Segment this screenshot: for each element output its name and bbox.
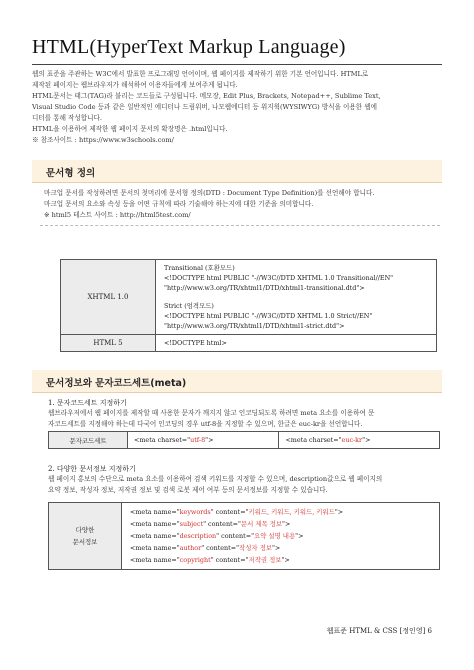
meta-row: <meta name="copyright" content="저작권 정보"> (130, 556, 290, 564)
intro-line: 웹의 표준을 주관하는 W3C에서 발표한 프로그래밍 언어이며, 웹 페이지를 제작하기 위한 기본 언어입니다. HTML로 (32, 70, 369, 78)
charset-value: euc-kr (341, 436, 363, 444)
charset-line: 웹브라우저에서 웹 페이지를 제작할 때 사용한 문자가 깨지지 않고 인코딩되도록 하려면 meta 요소를 이용하여 문 (48, 409, 375, 417)
code-line: "http://www.w3.org/TR/xhtml1/DTD/xhtml1-transitional.dtd"> (164, 284, 365, 292)
table-row (61, 260, 437, 335)
meta-content: 작성자 정보 (239, 544, 272, 552)
meta-row: <meta name="keywords" content="키워드, 키워드, 키워드, 키워드"> (130, 508, 344, 516)
section-title: 문서형 정의 (46, 168, 96, 179)
code-text: "> (205, 436, 214, 444)
subsection-title: 2. 다양한 문서정보 지정하기 (48, 465, 136, 473)
meta-name: author (179, 544, 202, 552)
meta-row: <meta name="author" content="작성자 정보"> (130, 544, 281, 552)
code-text: <meta charset=" (134, 436, 191, 444)
intro-line: Visual Studio Code 등과 같은 일반적인 에디터나 드림위버, 나모웹에디터 등 위지윅(WYSIWYG) 방식을 이용한 웹에 (32, 103, 377, 111)
subsection-title: 1. 문자코드세트 지정하기 (48, 399, 127, 407)
meta-content: 요약 설명 내용 (254, 532, 296, 540)
intro-line: HTML문서는 태그(TAG)라 불리는 코드들로 구성됩니다. 메모장, Edit Plus, Brackets, Notepad++, Sublime Text, (32, 92, 381, 100)
html5-label: HTML 5 (61, 335, 156, 352)
html5-code: <!DOCTYPE html> (156, 335, 437, 352)
meta-name: description (179, 532, 217, 540)
table-row (61, 335, 437, 352)
xhtml-code (156, 260, 437, 335)
intro-paragraph (32, 69, 381, 146)
docinfo-label (49, 503, 122, 570)
doctype-line: 마크업 문서를 작성하려면 문서의 첫머리에 문서형 정의(DTD : Document Type Definition)를 선언해야 합니다. (44, 189, 375, 197)
intro-line: HTML을 이용하여 제작한 웹 페이지 문서의 확장명은 .html입니다. (32, 125, 228, 133)
divider (40, 225, 440, 226)
meta-row: <meta name="subject" content="문서 제목 정보"> (130, 520, 291, 528)
code-line: Transitional (호환모드) (164, 264, 235, 272)
charset-label: 문자코드세트 (49, 432, 128, 449)
docinfo-code (122, 503, 440, 570)
meta-name: copyright (179, 556, 211, 564)
meta-content: 키워드, 키워드, 키워드, 키워드 (248, 508, 335, 516)
code-text: <meta charset=" (285, 436, 342, 444)
docinfo-line: 요약 정보, 작성자 정보, 저작권 정보 및 검색 로봇 제어 여부 등의 문서정보를 지정할 수 있습니다. (48, 486, 328, 494)
charset-line: 자코드세트를 지정해야 하는데 다국어 인코딩의 경우 utf-8을 지정할 수 있으며, 한글은 euc-kr을 선언합니다. (48, 420, 363, 428)
table-row (49, 432, 440, 449)
meta-content: 저작권 정보 (248, 556, 282, 564)
html5-test-link[interactable]: ※ html5 테스트 사이트 : http://html5test.com/ (44, 211, 191, 219)
doctype-table (60, 259, 437, 352)
docinfo-block (48, 464, 382, 496)
title-rule (32, 64, 442, 65)
code-text: "> (362, 436, 371, 444)
meta-row: <meta name="description" content="요약 설명 내용"> (130, 532, 304, 540)
doctype-line: 마크업 문서의 요소와 속성 등을 어떤 규칙에 따라 기술해야 하는지에 대한 기준을 의미합니다. (44, 200, 314, 208)
meta-name: keywords (179, 508, 211, 516)
reference-link[interactable]: ※ 참조사이트 : https://www.w3schools.com/ (32, 136, 174, 144)
table-row (49, 503, 440, 570)
label-line: 다양한 (75, 526, 95, 534)
meta-name: subject (179, 520, 204, 528)
intro-line: 디터를 통해 작성합니다. (32, 114, 102, 122)
charset-utf8-cell (128, 432, 279, 449)
charset-block (48, 398, 374, 430)
intro-line: 제작된 페이지는 웹브라우저가 해석하여 이용자들에게 보여주게 됩니다. (32, 81, 238, 89)
xhtml-label: XHTML 1.0 (61, 260, 156, 335)
section-title: 문서정보와 문자코드세트(meta) (46, 378, 187, 389)
code-line: Strict (엄격모드) (164, 302, 214, 310)
doctype-description (44, 188, 374, 221)
page-title: HTML(HyperText Markup Language) (32, 36, 346, 58)
section-heading-meta (32, 370, 442, 393)
code-line: "http://www.w3.org/TR/xhtml1/DTD/xhtml1-strict.dtd"> (164, 322, 345, 330)
charset-table (48, 431, 440, 449)
section-heading-doctype (32, 160, 442, 183)
meta-content: 문서 제목 정보 (240, 520, 283, 528)
charset-value: utf-8 (190, 436, 206, 444)
code-line: <!DOCTYPE html PUBLIC "-//W3C//DTD XHTML 1.0 Transitional//EN" (164, 274, 394, 282)
spacer (164, 293, 428, 301)
page-footer: 웹표준 HTML & CSS [정인영] 6 (326, 627, 432, 635)
code-line: <!DOCTYPE html PUBLIC "-//W3C//DTD XHTML 1.0 Strict//EN" (164, 312, 373, 320)
docinfo-line: 웹 페이지 홍보의 수단으로 meta 요소를 이용하여 검색 키워드를 지정할 수 있으며, description값으로 웹 페이지의 (48, 475, 383, 483)
docinfo-table (48, 502, 440, 570)
charset-euckr-cell (279, 432, 440, 449)
label-line: 문서정보 (72, 538, 98, 546)
